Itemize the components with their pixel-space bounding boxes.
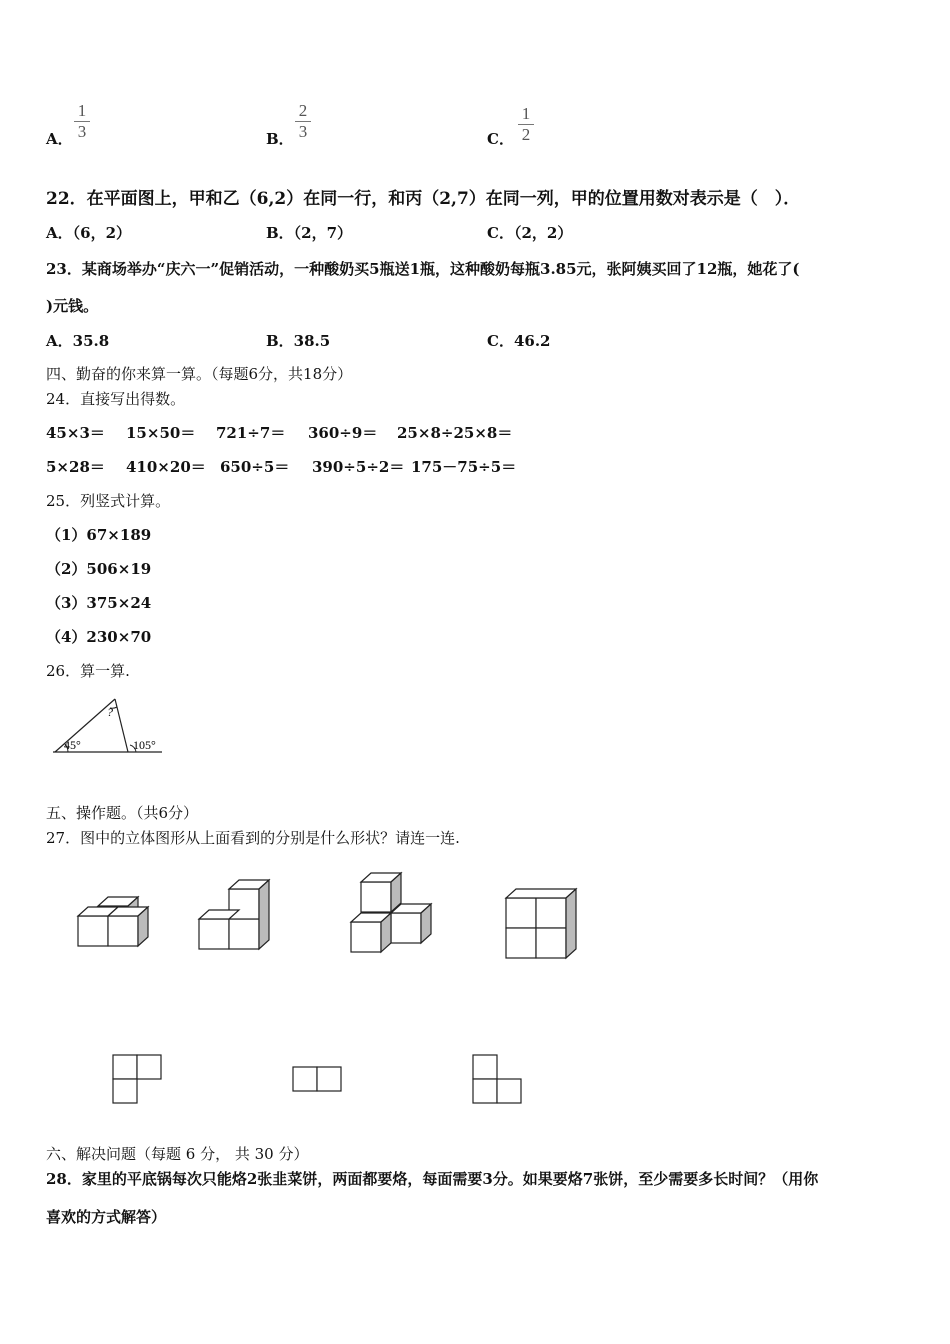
- solid-figure-3: [351, 873, 431, 952]
- q21-option-a-label: A．: [46, 130, 73, 148]
- q25-item-1: （1）67×189: [46, 526, 152, 544]
- calc-item: 5×28＝: [46, 458, 105, 476]
- q21-option-b-label: B．: [266, 130, 294, 148]
- q23-option-b: B．38.5: [266, 332, 331, 350]
- q28-question-line2: 喜欢的方式解答）: [46, 1208, 167, 1226]
- q25-item-3: （3）375×24: [46, 594, 152, 612]
- q23-question-line2: )元钱。: [46, 297, 99, 315]
- section-6-heading: 六、解决问题（每题 6 分， 共 30 分）: [46, 1145, 309, 1163]
- top-view-3: [473, 1055, 521, 1103]
- q25-item-2: （2）506×19: [46, 560, 152, 578]
- q23-option-a: A．35.8: [46, 332, 110, 350]
- section-4-heading: 四、勤奋的你来算一算。（每题6分，共18分）: [46, 365, 353, 383]
- q22-option-c: C．（2，2）: [487, 224, 573, 242]
- solid-figure-1: [78, 897, 148, 946]
- solid-figures-row: [40, 860, 600, 970]
- q22-question: 22．在平面图上，甲和乙（6,2）在同一行，和丙（2,7）在同一列，甲的位置用数对表示是（ ）．: [46, 189, 801, 209]
- top-view-2: [293, 1067, 341, 1091]
- calc-item: 650÷5＝: [220, 458, 290, 476]
- q22-option-a: A．（6，2）: [46, 224, 132, 242]
- calc-item: 390÷5÷2＝: [312, 458, 405, 476]
- calc-item: 360÷9＝: [308, 424, 378, 442]
- calc-item: 15×50＝: [126, 424, 196, 442]
- fraction-denominator: 3: [298, 122, 308, 141]
- calc-item: 721÷7＝: [216, 424, 286, 442]
- fraction-numerator: 1: [77, 101, 87, 120]
- q25-title: 25．列竖式计算。: [46, 492, 171, 510]
- q26-title: 26．算一算.: [46, 662, 130, 680]
- angle-label-45: 45°: [64, 738, 81, 752]
- calc-item: 45×3＝: [46, 424, 105, 442]
- q23-option-c: C．46.2: [487, 332, 551, 350]
- q24-title: 24．直接写出得数。: [46, 390, 186, 408]
- fraction-denominator: 2: [521, 125, 531, 144]
- top-view-1: [113, 1055, 161, 1103]
- solid-figure-4: [506, 889, 576, 958]
- top-views-row: [100, 1050, 540, 1110]
- q27-title: 27．图中的立体图形从上面看到的分别是什么形状？请连一连.: [46, 829, 460, 847]
- fraction-numerator: 1: [521, 104, 531, 123]
- q25-item-4: （4）230×70: [46, 628, 152, 646]
- fraction-denominator: 3: [77, 122, 87, 141]
- angle-label-105: 105°: [133, 738, 156, 752]
- q23-question-line1: 23．某商场举办“庆六一”促销活动，一种酸奶买5瓶送1瓶，这种酸奶每瓶3.85元，张阿姨买回了12瓶，她花了(: [46, 260, 800, 278]
- calc-item: 25×8÷25×8＝: [397, 424, 513, 442]
- calc-item: 410×20＝: [126, 458, 206, 476]
- q21-option-a-fraction: [74, 102, 90, 141]
- solid-figure-2: [199, 880, 269, 949]
- q28-question-line1: 28．家里的平底锅每次只能烙2张韭菜饼，两面都要烙，每面需要3分。如果要烙7张饼，至少需要多长时间？（用你: [46, 1170, 819, 1188]
- triangle-figure: [50, 694, 170, 758]
- angle-label-unknown: ?: [107, 705, 113, 719]
- calc-item: 175－75÷5＝: [411, 458, 517, 476]
- fraction-numerator: 2: [298, 101, 308, 120]
- q22-option-b: B．（2，7）: [266, 224, 353, 242]
- q21-option-c-fraction: [518, 105, 534, 144]
- q21-option-c-label: C．: [487, 130, 514, 148]
- q21-option-b-fraction: [295, 102, 311, 141]
- section-5-heading: 五、操作题。（共6分）: [46, 804, 199, 822]
